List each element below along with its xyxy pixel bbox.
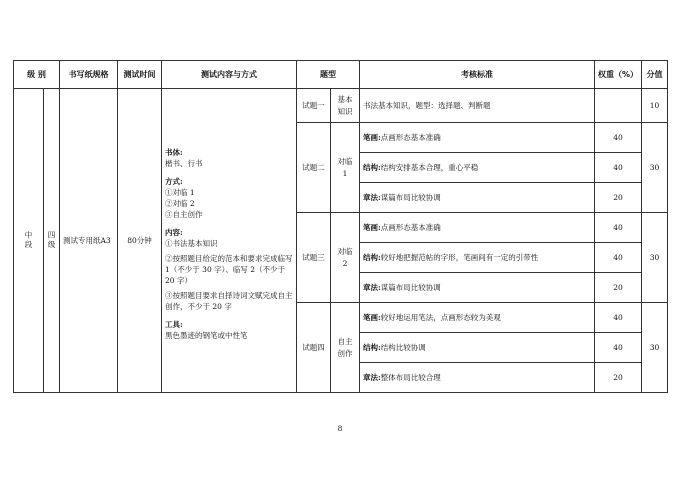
q2-weight-stroke: 40 [595,123,642,153]
test-content [162,89,297,393]
content-method-1: ①对临 1 [165,188,195,197]
test-time: 80分钟 [118,89,162,393]
q2-weight-structure: 40 [595,153,642,183]
q3-score: 30 [642,213,668,303]
q3-criteria-stroke: 笔画:点画形态基本准确 [360,213,595,243]
q4-weight-structure: 40 [595,333,642,363]
q4-weight-stroke: 40 [595,303,642,333]
q4-weight-layout: 20 [595,363,642,393]
q1-score: 10 [642,89,668,123]
q3-weight-structure: 40 [595,243,642,273]
assessment-table [13,60,668,393]
content-tools-heading: 工具: [165,320,183,329]
q4-name: 试题四 [297,303,331,393]
header-row [14,61,668,89]
content-item-1: ①书法基本知识 [165,239,218,248]
header-criteria: 考核标准 [360,61,595,89]
content-tools-text: 黑色墨迹的钢笔或中性笔 [165,331,248,340]
q1-name: 试题一 [297,89,331,123]
q2-score: 30 [642,123,668,213]
header-level: 级 别 [14,61,60,89]
q3-type: 对临 2 [331,213,360,303]
q1-criteria: 书法基本知识，题型：选择题、判断题 [360,89,595,123]
q1-type: 基本知识 [331,89,360,123]
content-method-heading: 方式: [165,177,183,186]
page-number: 8 [337,424,343,433]
q2-criteria-stroke: 笔画:点画形态基本准确 [360,123,595,153]
q2-weight-layout: 20 [595,183,642,213]
q4-criteria-layout: 章法:整体布局比较合理 [360,363,595,393]
level-sub: 四级 [44,89,60,393]
q4-score: 30 [642,303,668,393]
q1-row [14,89,668,123]
content-style-text: 楷书、行书 [165,159,203,168]
paper-spec: 测试专用纸A3 [60,89,118,393]
q4-criteria-structure: 结构:结构比较协调 [360,333,595,363]
content-style-heading: 书体: [165,148,183,157]
content-item-3: ③按照题目要求自择诗词文赋完成自主创作，不少于 20 字 [165,291,293,311]
q4-criteria-stroke: 笔画:较好地运用笔法，点画形态较为美观 [360,303,595,333]
q3-weight-stroke: 40 [595,213,642,243]
q3-criteria-structure: 结构:较好地把握范帖的字形，笔画间有一定的引带性 [360,243,595,273]
content-item-2: ②按照题目给定的范本和要求完成临写 1（不少于 30 字）、临写 2（不少于 20 字） [165,254,293,285]
q2-type: 对临 1 [331,123,360,213]
level-main: 中段 [14,89,44,393]
content-method-3: ③自主创作 [165,210,203,219]
q1-weight [595,89,642,123]
header-type: 题型 [297,61,360,89]
q3-criteria-layout: 章法:谋篇布局比较协调 [360,273,595,303]
q2-name: 试题二 [297,123,331,213]
q2-criteria-structure: 结构:结构安排基本合理，重心平稳 [360,153,595,183]
content-items-heading: 内容: [165,228,183,237]
q3-name: 试题三 [297,213,331,303]
header-time: 测试时间 [118,61,162,89]
content-method-2: ②对临 2 [165,199,195,208]
header-score: 分值 [642,61,668,89]
header-paper: 书写纸规格 [60,61,118,89]
q2-criteria-layout: 章法:谋篇布局比较协调 [360,183,595,213]
q4-type: 自主 创作 [331,303,360,393]
q3-weight-layout: 20 [595,273,642,303]
header-weight: 权重（%） [595,61,642,89]
header-content: 测试内容与方式 [162,61,297,89]
